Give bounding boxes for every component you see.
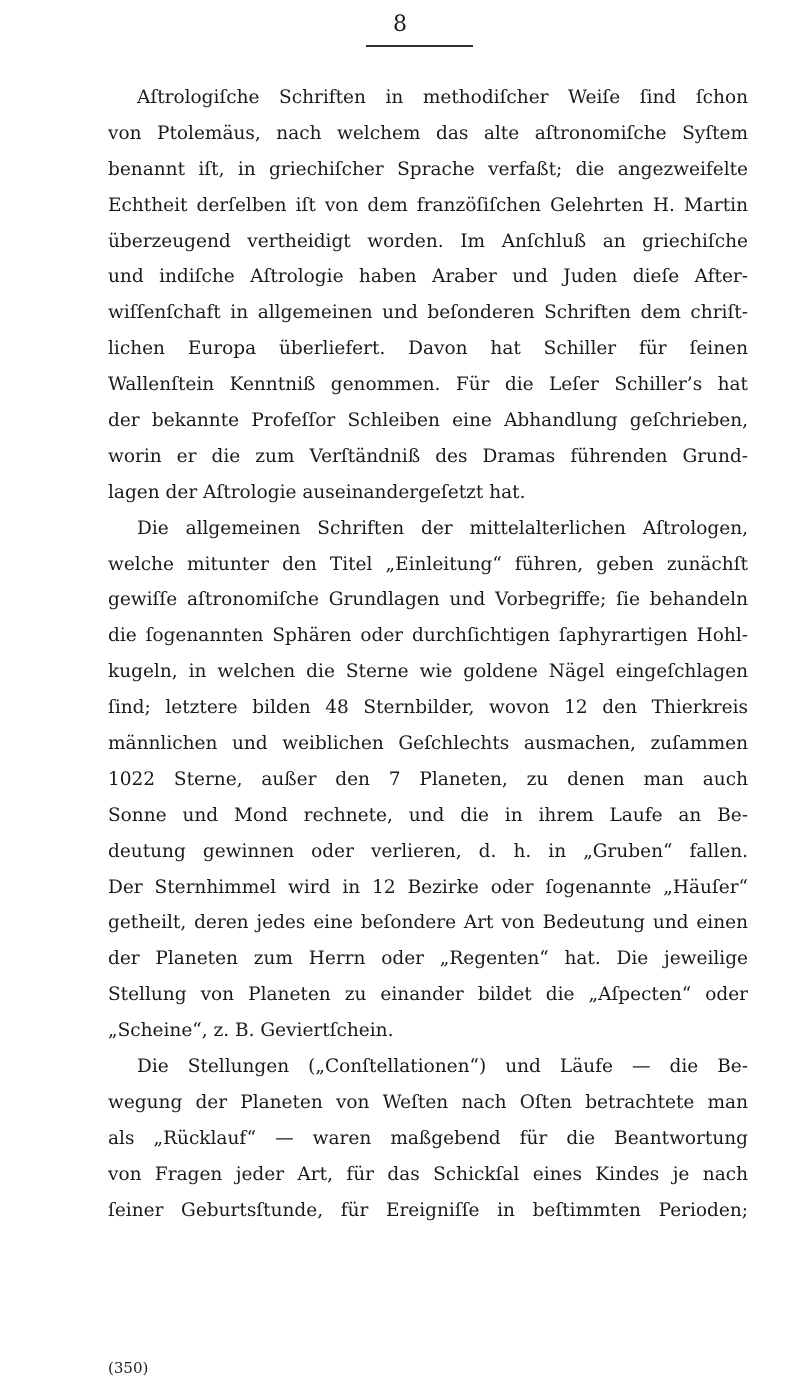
text-line: „Scheine“, z. B. Geviertſchein. xyxy=(108,1020,394,1042)
text-line: Sonne und Mond rechnete, und die in ihrem Laufe an Be- xyxy=(108,804,748,826)
text-line: Echtheit derſelben iſt von dem franzöſiſchen Gelehrten H. Martin xyxy=(108,194,748,216)
paragraph-3 xyxy=(108,1049,748,1228)
text-line: der bekannte Profeſſor Schleiben eine Abhandlung geſchrieben, xyxy=(108,410,748,432)
text-line: worin er die zum Verſtändniß des Dramas führenden Grund- xyxy=(108,445,748,467)
body-text xyxy=(108,80,748,1229)
paragraph-2 xyxy=(108,511,748,1049)
text-line: der Planeten zum Herrn oder „Regenten“ hat. Die jeweilige xyxy=(108,948,748,970)
text-line: von Ptolemäus, nach welchem das alte aſtronomiſche Syſtem xyxy=(108,122,748,144)
text-line: die ſogenannten Sphären oder durchſichtigen ſaphyrartigen Hohl- xyxy=(108,625,748,647)
text-line: getheilt, deren jedes eine beſondere Art von Bedeutung und einen xyxy=(108,912,748,934)
text-line: gewiſſe aſtronomiſche Grundlagen und Vorbegriffe; ſie behandeln xyxy=(108,589,748,611)
text-line: ſind; letztere bilden 48 Sternbilder, wovon 12 den Thierkreis xyxy=(108,697,748,719)
printer-signature: (350) xyxy=(108,1359,149,1377)
text-line: 1022 Sterne, außer den 7 Planeten, zu denen man auch xyxy=(108,768,748,790)
text-line: männlichen und weiblichen Geſchlechts ausmachen, zuſammen xyxy=(108,733,748,755)
text-line: benannt iſt, in griechiſcher Sprache verfaßt; die angezweifelte xyxy=(108,158,748,180)
text-line: und indiſche Aſtrologie haben Araber und Juden dieſe After- xyxy=(108,266,748,288)
text-line: von Fragen jeder Art, für das Schickſal eines Kindes je nach xyxy=(108,1163,748,1185)
header-rule xyxy=(366,45,473,47)
text-line: wegung der Planeten von Weſten nach Oſten betrachtete man xyxy=(108,1091,748,1113)
text-line: Aſtrologiſche Schriften in methodiſcher Weiſe ſind ſchon xyxy=(137,87,748,108)
text-line: Stellung von Planeten zu einander bildet die „Aſpecten“ oder xyxy=(108,984,748,1006)
text-line: überzeugend vertheidigt worden. Im Anſchluß an griechiſche xyxy=(108,230,748,252)
text-line: als „Rücklauf“ — waren maßgebend für die Beantwortung xyxy=(108,1127,748,1149)
page-number: 8 xyxy=(393,12,407,37)
text-line: Die Stellungen („Conſtellationen“) und Läufe — die Be- xyxy=(137,1056,748,1078)
text-line: lichen Europa überliefert. Davon hat Schiller für ſeinen xyxy=(108,338,748,360)
paragraph-1 xyxy=(108,80,748,511)
text-line: welche mitunter den Titel „Einleitung“ führen, geben zunächſt xyxy=(108,553,748,575)
text-line: ſeiner Geburtsſtunde, für Ereigniſſe in beſtimmten Perioden; xyxy=(108,1199,748,1221)
text-line: Der Sternhimmel wird in 12 Bezirke oder ſogenannte „Häuſer“ xyxy=(108,876,748,898)
text-line: deutung gewinnen oder verlieren, d. h. in „Gruben“ fallen. xyxy=(108,840,748,862)
text-line: wiſſenſchaft in allgemeinen und beſonderen Schriften dem chriſt- xyxy=(108,302,748,324)
text-line: Die allgemeinen Schriften der mittelalterlichen Aſtrologen, xyxy=(137,517,748,539)
text-line: lagen der Aſtrologie auseinandergeſetzt hat. xyxy=(108,481,526,503)
text-line: Wallenſtein Kenntniß genommen. Für die Leſer Schiller’s hat xyxy=(108,374,748,396)
text-line: kugeln, in welchen die Sterne wie goldene Nägel eingeſchlagen xyxy=(108,661,748,683)
